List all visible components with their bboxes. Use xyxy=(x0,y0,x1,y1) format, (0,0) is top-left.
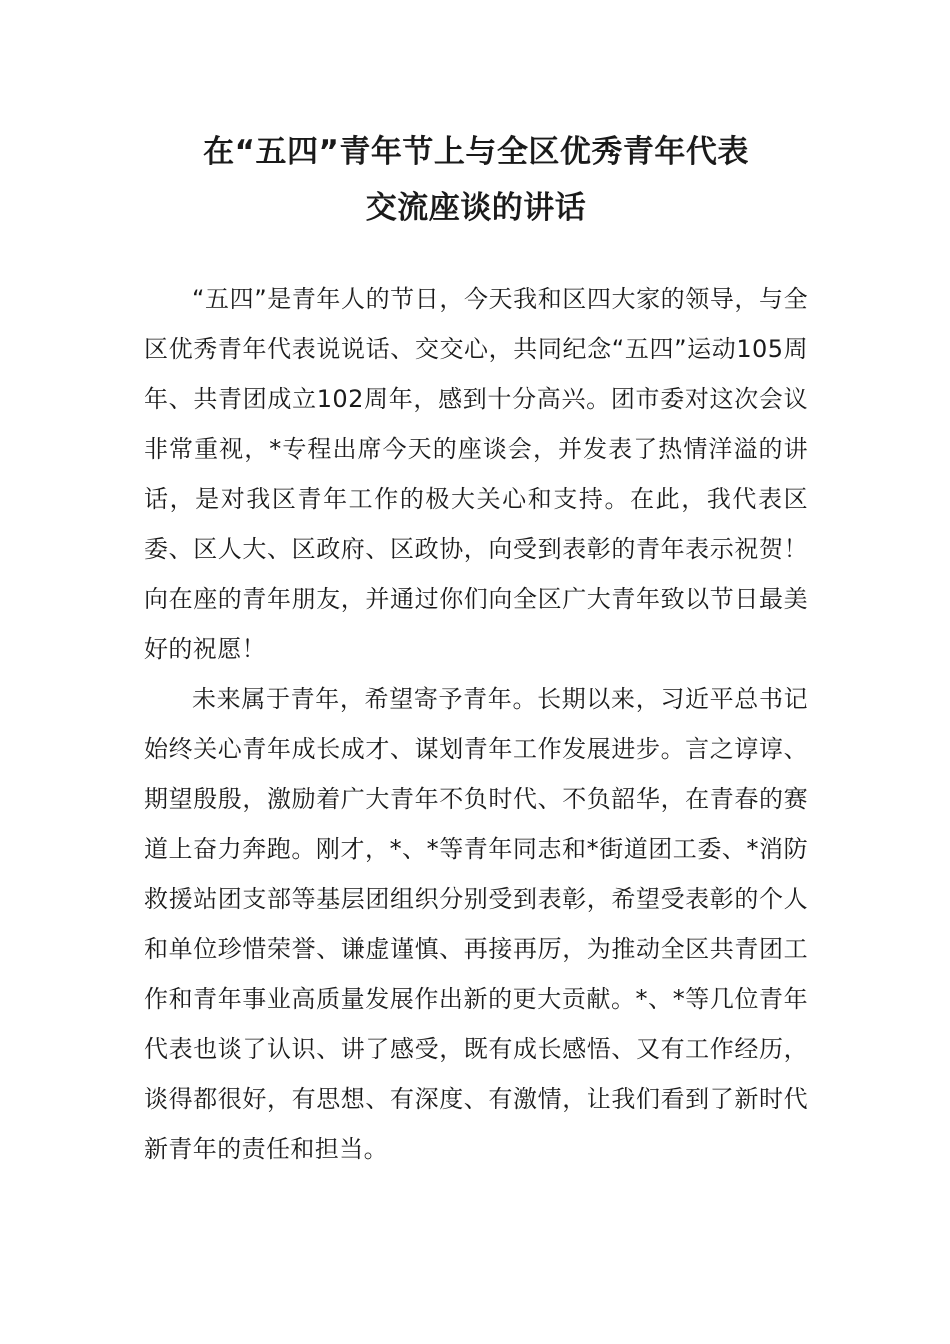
title-line-2: 交流座谈的讲话 xyxy=(365,190,587,226)
paragraph-2: 未来属于青年，希望寄予青年。长期以来，习近平总书记始终关心青年成长成才、谋划青年工作发展进步。言之谆谆、期望殷殷，激励着广大青年不负时代、不负韶华，在青春的赛道上奋力奔跑。刚才，*、*等青年同志和*街道团工委、*消防救援站团支部等基层团组织分别受到表彰，希望受表彰的个人和单位珍惜荣誉、谦虚谨慎、再接再厉，为推动全区共青团工作和青年事业高质量发展作出新的更大贡献。*、*等几位青年代表也谈了认识、讲了感受，既有成长感悟、又有工作经历，谈得都很好，有思想、有深度、有激情，让我们看到了新时代新青年的责任和担当。 xyxy=(144,685,808,1163)
title-line-1: 在“五四”青年节上与全区优秀青年代表 xyxy=(203,134,749,170)
paragraph-1: “五四”是青年人的节日，今天我和区四大家的领导，与全区优秀青年代表说说话、交交心，共同纪念“五四”运动105周年、共青团成立102周年，感到十分高兴。团市委对这次会议非常重视，*专程出席今天的座谈会，并发表了热情洋溢的讲话，是对我区青年工作的极大关心和支持。在此，我代表区委、区人大、区政府、区政协，向受到表彰的青年表示祝贺！向在座的青年朋友，并通过你们向全区广大青年致以节日最美好的祝愿！ xyxy=(144,285,808,663)
document-title xyxy=(144,124,808,236)
document-body xyxy=(144,274,808,1174)
